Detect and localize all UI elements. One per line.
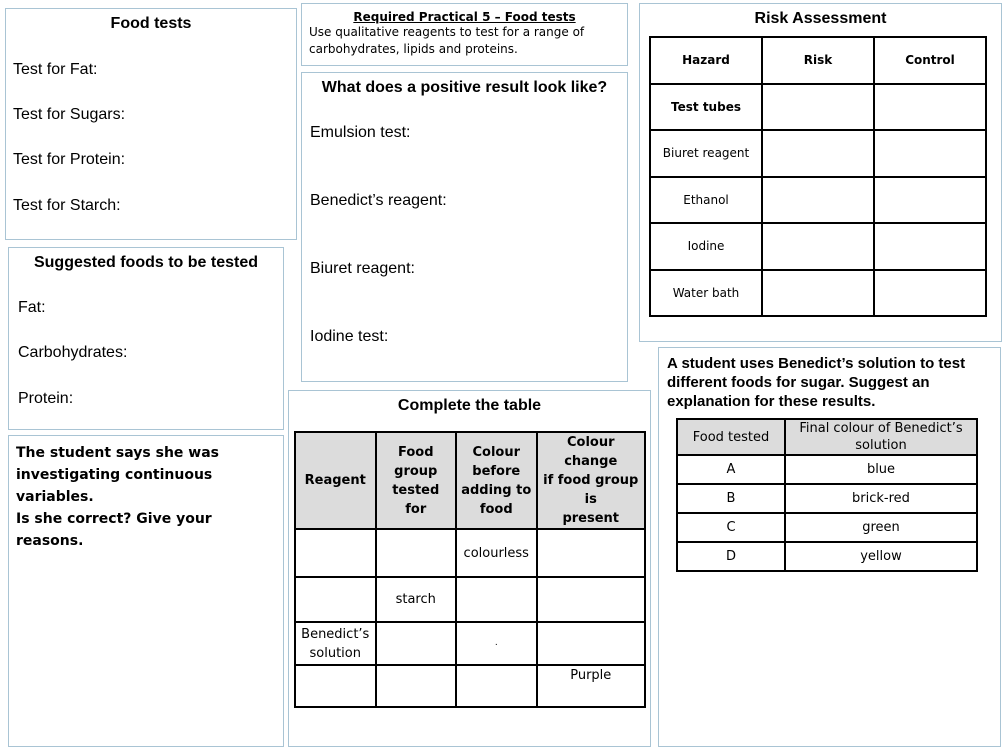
- hazard-header: Hazard: [650, 37, 762, 84]
- header-line: group: [394, 463, 438, 479]
- benedicts-question-line-2: different foods for sugar. Suggest an: [667, 374, 930, 391]
- benedicts-question-line-3: explanation for these results.: [667, 393, 876, 410]
- risk-cell[interactable]: [762, 130, 874, 177]
- table-cell: Purple: [537, 665, 646, 707]
- table-row: [677, 542, 977, 571]
- risk-assessment-panel: [639, 3, 1002, 342]
- table-row: [295, 577, 645, 622]
- emulsion-test-label: Emulsion test:: [310, 124, 411, 141]
- table-row: [677, 419, 977, 455]
- hazard-cell: Iodine: [650, 223, 762, 270]
- carbohydrates-label: Carbohydrates:: [18, 344, 128, 361]
- colour-cell: brick-red: [785, 484, 977, 513]
- hazard-cell: Ethanol: [650, 177, 762, 224]
- colour-cell: green: [785, 513, 977, 542]
- food-cell: A: [677, 455, 785, 484]
- benedicts-results-table: [676, 418, 978, 572]
- reagent-header: [295, 432, 376, 529]
- benedicts-reagent-label: Benedict’s reagent:: [310, 192, 447, 209]
- hazard-cell: Water bath: [650, 270, 762, 317]
- hazard-cell: Biuret reagent: [650, 130, 762, 177]
- risk-header: Risk: [762, 37, 874, 84]
- table-cell[interactable]: [537, 577, 646, 622]
- positive-result-panel: [301, 72, 628, 382]
- final-colour-header: [785, 419, 977, 455]
- suggested-foods-panel: [8, 247, 284, 430]
- table-row: [677, 513, 977, 542]
- table-row: [650, 177, 986, 224]
- test-sugars-label: Test for Sugars:: [13, 106, 126, 123]
- biuret-reagent-label: Biuret reagent:: [310, 260, 415, 277]
- table-cell[interactable]: [456, 665, 537, 707]
- control-header: Control: [874, 37, 986, 84]
- food-group-header: [376, 432, 457, 529]
- table-cell: [295, 622, 376, 665]
- table-cell: colourless: [456, 529, 537, 577]
- benedicts-question-line-1: A student uses Benedict’s solution to test: [667, 355, 966, 372]
- header-line: if food group is: [543, 473, 639, 507]
- risk-cell[interactable]: [762, 177, 874, 224]
- student-question-line-3: Is she correct? Give your reasons.: [16, 511, 212, 549]
- hazard-cell: Test tubes: [650, 84, 762, 131]
- control-cell[interactable]: [874, 130, 986, 177]
- table-row: [650, 223, 986, 270]
- table-cell[interactable]: [537, 622, 646, 665]
- colour-before-header: [456, 432, 537, 529]
- header-line: before: [472, 463, 521, 479]
- risk-assessment-title: Risk Assessment: [754, 10, 887, 27]
- table-cell[interactable]: [537, 529, 646, 577]
- food-cell: D: [677, 542, 785, 571]
- food-tests-title: Food tests: [110, 15, 192, 32]
- table-cell[interactable]: [295, 529, 376, 577]
- cell-line: solution: [309, 645, 361, 661]
- food-cell: B: [677, 484, 785, 513]
- header-line: present: [562, 511, 620, 526]
- practical-heading: Required Practical 5 – Food tests: [353, 10, 576, 24]
- control-cell[interactable]: [874, 223, 986, 270]
- food-tested-header: Food tested: [677, 419, 785, 455]
- food-cell: C: [677, 513, 785, 542]
- test-protein-label: Test for Protein:: [13, 151, 126, 168]
- table-cell[interactable]: [456, 577, 537, 622]
- table-cell[interactable]: [295, 577, 376, 622]
- benedicts-results-panel: [658, 347, 1001, 747]
- complete-table-panel: [288, 390, 651, 747]
- table-row: [650, 84, 986, 131]
- table-cell: starch: [376, 577, 457, 622]
- table-cell[interactable]: [376, 622, 457, 665]
- table-row: [295, 622, 645, 665]
- header-line: Final colour of Benedict’s: [799, 421, 963, 436]
- table-row: [295, 529, 645, 577]
- header-line: Food: [397, 444, 434, 460]
- practical-line-1: Use qualitative reagents to test for a range of: [309, 25, 585, 39]
- table-row: [677, 484, 977, 513]
- risk-cell[interactable]: [762, 270, 874, 317]
- colour-change-header: [537, 432, 646, 529]
- header-line: Colour change: [564, 435, 618, 469]
- control-cell[interactable]: [874, 84, 986, 131]
- fat-label: Fat:: [18, 299, 46, 316]
- colour-cell: blue: [785, 455, 977, 484]
- student-question-line-2: investigating continuous variables.: [16, 467, 213, 505]
- table-row: [295, 432, 645, 529]
- risk-cell[interactable]: [762, 223, 874, 270]
- table-row: [650, 270, 986, 317]
- student-question-line-1: The student says she was: [16, 445, 219, 461]
- risk-table: [649, 36, 987, 317]
- suggested-foods-title: Suggested foods to be tested: [33, 254, 258, 271]
- header-line: food: [479, 501, 513, 517]
- table-cell[interactable]: .: [456, 622, 537, 665]
- test-fat-label: Test for Fat:: [13, 61, 98, 78]
- complete-table-title: Complete the table: [397, 397, 542, 414]
- practical-panel: [301, 3, 628, 66]
- student-question-panel: [8, 435, 284, 747]
- test-starch-label: Test for Starch:: [13, 197, 121, 214]
- positive-result-title: What does a positive result look like?: [321, 79, 608, 96]
- protein-label: Protein:: [18, 390, 74, 407]
- table-cell[interactable]: [295, 665, 376, 707]
- practical-line-2: carbohydrates, lipids and proteins.: [309, 42, 518, 56]
- header-line: tested for: [392, 482, 440, 517]
- table-row: [650, 130, 986, 177]
- control-cell[interactable]: [874, 270, 986, 317]
- colour-cell: yellow: [785, 542, 977, 571]
- table-cell[interactable]: [376, 665, 457, 707]
- iodine-test-label: Iodine test:: [310, 328, 389, 345]
- cell-line: Benedict’s: [301, 626, 370, 642]
- table-row: [650, 37, 986, 84]
- reagent-table: [294, 431, 646, 708]
- food-tests-panel: [5, 8, 297, 240]
- table-cell[interactable]: [376, 529, 457, 577]
- header-line: solution: [855, 438, 907, 453]
- header-line: Colour: [472, 444, 521, 460]
- risk-cell[interactable]: [762, 84, 874, 131]
- header-line: Reagent: [304, 473, 366, 488]
- control-cell[interactable]: [874, 177, 986, 224]
- table-row: [677, 455, 977, 484]
- header-line: adding to: [461, 482, 532, 498]
- table-row: [295, 665, 645, 707]
